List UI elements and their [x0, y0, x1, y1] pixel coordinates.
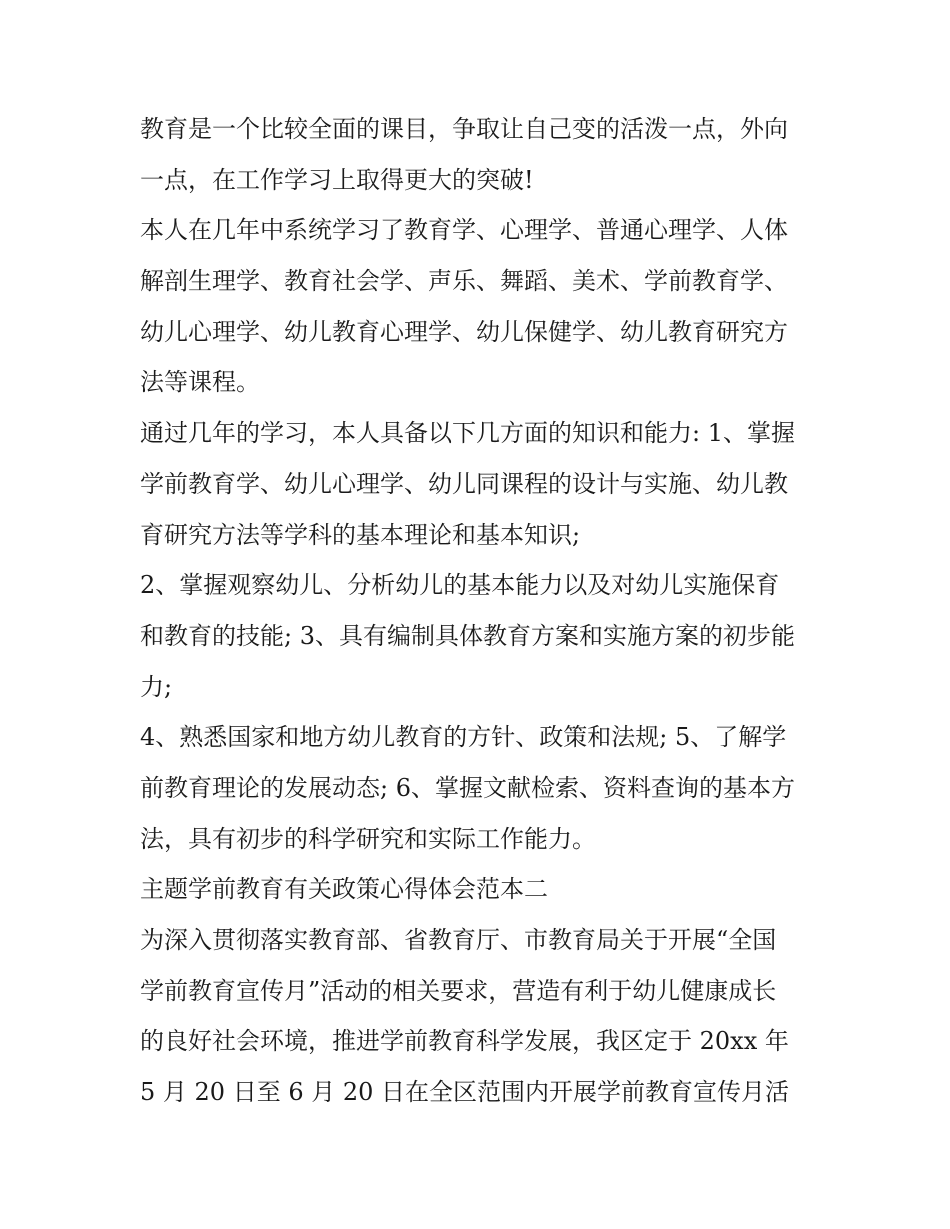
text-line: 4、熟悉国家和地方幼儿教育的方针、政策和法规; 5、了解学: [140, 723, 787, 752]
text-line: 法，具有初步的科学研究和实际工作能力。: [140, 824, 596, 853]
text-line: 法等课程。: [140, 368, 260, 397]
document-body: [140, 104, 820, 1118]
text-line: 前教育理论的发展动态; 6、掌握文献检索、资料查询的基本方: [140, 773, 795, 802]
text-line: 幼儿心理学、幼儿教育心理学、幼儿保健学、幼儿教育研究方: [140, 317, 788, 346]
text-line: 教育是一个比较全面的课目，争取让自己变的活泼一点，外向: [140, 115, 788, 143]
text-line: 和教育的技能; 3、具有编制具体教育方案和实施方案的初步能: [140, 621, 795, 650]
text-line: 学前教育学、幼儿心理学、幼儿同课程的设计与实施、幼儿教: [140, 469, 788, 498]
text-line: 本人在几年中系统学习了教育学、心理学、普通心理学、人体: [140, 216, 788, 245]
text-line: 一点，在工作学习上取得更大的突破!: [140, 165, 534, 194]
text-line: 通过几年的学习，本人具备以下几方面的知识和能力: 1、掌握: [140, 419, 795, 448]
text-line: 力;: [140, 672, 173, 701]
text-line: 2、掌握观察幼儿、分析幼儿的基本能力以及对幼儿实施保育: [140, 571, 780, 600]
text-line: 解剖生理学、教育社会学、声乐、舞蹈、美术、学前教育学、: [140, 267, 788, 296]
text-line: 5 月 20 日至 6 月 20 日在全区范围内开展学前教育宣传月活: [140, 1078, 790, 1107]
text-line: 的良好社会环境，推进学前教育科学发展，我区定于 20xx 年: [140, 1027, 789, 1056]
text-line: 育研究方法等学科的基本理论和基本知识;: [140, 520, 581, 549]
section-heading: 主题学前教育有关政策心得体会范本二: [140, 875, 548, 904]
text-line: 为深入贯彻落实教育部、省教育厅、市教育局关于开展“全国: [140, 926, 777, 954]
text-line: 学前教育宣传月”活动的相关要求，营造有利于幼儿健康成长: [140, 976, 777, 1005]
